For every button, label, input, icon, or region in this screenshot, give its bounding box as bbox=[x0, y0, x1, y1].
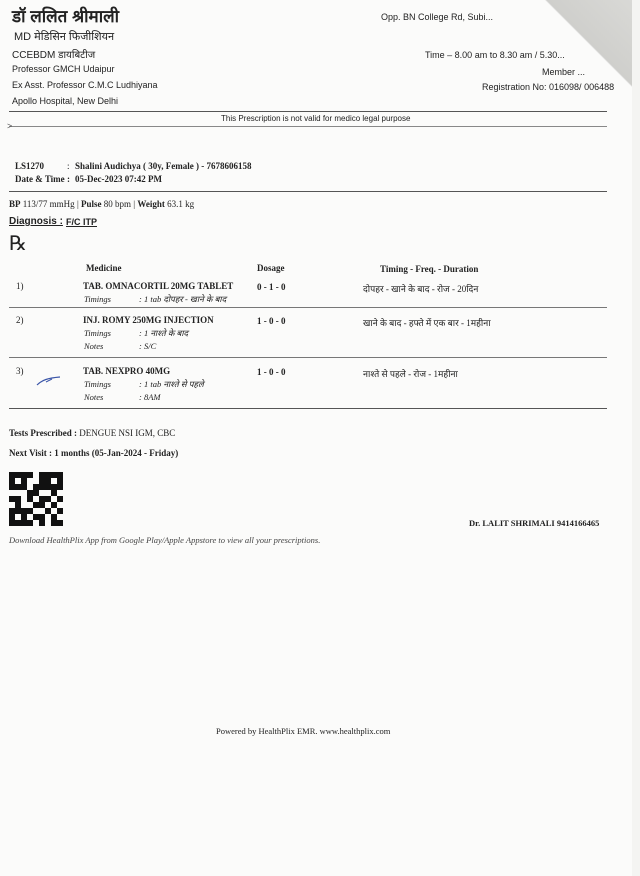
date-value: 05-Dec-2023 07:42 PM bbox=[75, 174, 162, 184]
notes-label: Notes bbox=[84, 341, 104, 351]
medicine-name: TAB. NEXPRO 40MG bbox=[83, 366, 171, 376]
row-number: 2) bbox=[16, 315, 24, 325]
patient-id: LS1270 bbox=[15, 161, 45, 171]
timings-value: : 1 tab नाश्ते से पहले bbox=[139, 379, 204, 389]
vitals-separator: | bbox=[76, 199, 81, 209]
next-visit: Next Visit : 1 months (05-Jan-2024 - Friday) bbox=[9, 448, 179, 458]
member-text: Member ... bbox=[542, 67, 586, 77]
qr-module bbox=[57, 520, 63, 526]
registration-number: Registration No: 016098/ 006488 bbox=[482, 82, 615, 92]
medicine-name: TAB. OMNACORTIL 20MG TABLET bbox=[83, 281, 234, 291]
header-divider bbox=[9, 111, 607, 112]
doctor-signature: Dr. LALIT SHRIMALI 9414166465 bbox=[469, 518, 600, 528]
weight-label: Weight bbox=[137, 199, 165, 209]
timings-value: : 1 नाश्ते के बाद bbox=[139, 328, 189, 338]
patient-details-colon: : bbox=[67, 161, 70, 171]
credential-2: Ex Asst. Professor C.M.C Ludhiyana bbox=[12, 80, 158, 90]
pulse-value: 80 bpm bbox=[103, 199, 132, 209]
diagnosis-label: Diagnosis : bbox=[9, 216, 63, 227]
tests-label: Tests Prescribed : bbox=[9, 428, 77, 438]
timings-value: : 1 tab दोपहर - खाने के बाद bbox=[139, 294, 227, 304]
timings-label: Timings bbox=[84, 294, 111, 304]
download-app-text: Download HealthPlix App from Google Play/Apple Appstore to view all your prescriptions. bbox=[9, 535, 321, 545]
qr-code-icon bbox=[9, 472, 63, 526]
pen-mark-icon bbox=[36, 373, 62, 383]
header-timing: Timing - Freq. - Duration bbox=[380, 264, 479, 274]
timings-label: Timings bbox=[84, 328, 111, 338]
date-colon: : bbox=[67, 174, 70, 184]
tests-prescribed bbox=[9, 428, 175, 438]
row-number: 1) bbox=[16, 281, 24, 291]
doctor-name-hindi: डॉ ललित श्रीमाली bbox=[12, 7, 120, 26]
diagnosis-value: F/C ITP bbox=[66, 217, 97, 227]
vitals-line bbox=[9, 199, 194, 209]
notes-label: Notes bbox=[84, 392, 104, 402]
credential-1: Professor GMCH Udaipur bbox=[12, 64, 115, 74]
row-number: 3) bbox=[16, 366, 24, 376]
folded-corner bbox=[537, 0, 632, 95]
timing-value: खाने के बाद - हफ्ते में एक बार - 1महीना bbox=[363, 318, 491, 328]
date-label: Date & Time bbox=[15, 174, 65, 184]
credential-3: Apollo Hospital, New Delhi bbox=[12, 96, 119, 106]
dosage-value: 1 - 0 - 0 bbox=[257, 367, 286, 377]
dosage-value: 0 - 1 - 0 bbox=[257, 282, 286, 292]
specialty-hindi: CCEBDM डायबिटीज bbox=[12, 50, 96, 61]
row-divider bbox=[9, 307, 607, 308]
weight-value: 63.1 kg bbox=[167, 199, 195, 209]
rx-icon: ℞ bbox=[9, 231, 27, 255]
notes-value: : S/C bbox=[139, 341, 157, 351]
row-divider bbox=[9, 357, 607, 358]
table-bottom-divider bbox=[9, 408, 607, 409]
timings-label: Timings bbox=[84, 379, 111, 389]
qualification-hindi: MD मेडिसिन फिजीशियन bbox=[14, 31, 115, 43]
patient-details-text: Shalini Audichya ( 30y, Female ) - 7678606158 bbox=[75, 161, 252, 171]
disclaimer: This Prescription is not valid for medico legal purpose bbox=[221, 114, 411, 123]
medicine-name: INJ. ROMY 250MG INJECTION bbox=[83, 315, 214, 325]
clinic-timing: Time – 8.00 am to 8.30 am / 5.30... bbox=[425, 50, 565, 60]
header-medicine: Medicine bbox=[86, 263, 122, 273]
clinic-address: Opp. BN College Rd, Subi... bbox=[381, 12, 494, 22]
header-dosage: Dosage bbox=[257, 263, 285, 273]
notes-value: : 8AM bbox=[139, 392, 161, 402]
bp-label: BP bbox=[9, 199, 21, 209]
dosage-value: 1 - 0 - 0 bbox=[257, 316, 286, 326]
timing-value: नाश्ते से पहले - रोज - 1महीना bbox=[363, 369, 458, 379]
vitals-separator: | bbox=[133, 199, 138, 209]
arrow-marker-icon: > bbox=[7, 121, 13, 131]
bp-value: 113/77 mmHg bbox=[22, 199, 75, 209]
patient-divider bbox=[9, 191, 607, 192]
timing-value: दोपहर - खाने के बाद - रोज - 20दिन bbox=[363, 284, 479, 294]
patient-details bbox=[75, 161, 252, 171]
tests-value: DENGUE NSI IGM, CBC bbox=[79, 428, 176, 438]
pulse-label: Pulse bbox=[81, 199, 102, 209]
disclaimer-divider bbox=[9, 126, 607, 127]
powered-by-footer: Powered by HealthPlix EMR. www.healthplix.com bbox=[216, 726, 391, 736]
